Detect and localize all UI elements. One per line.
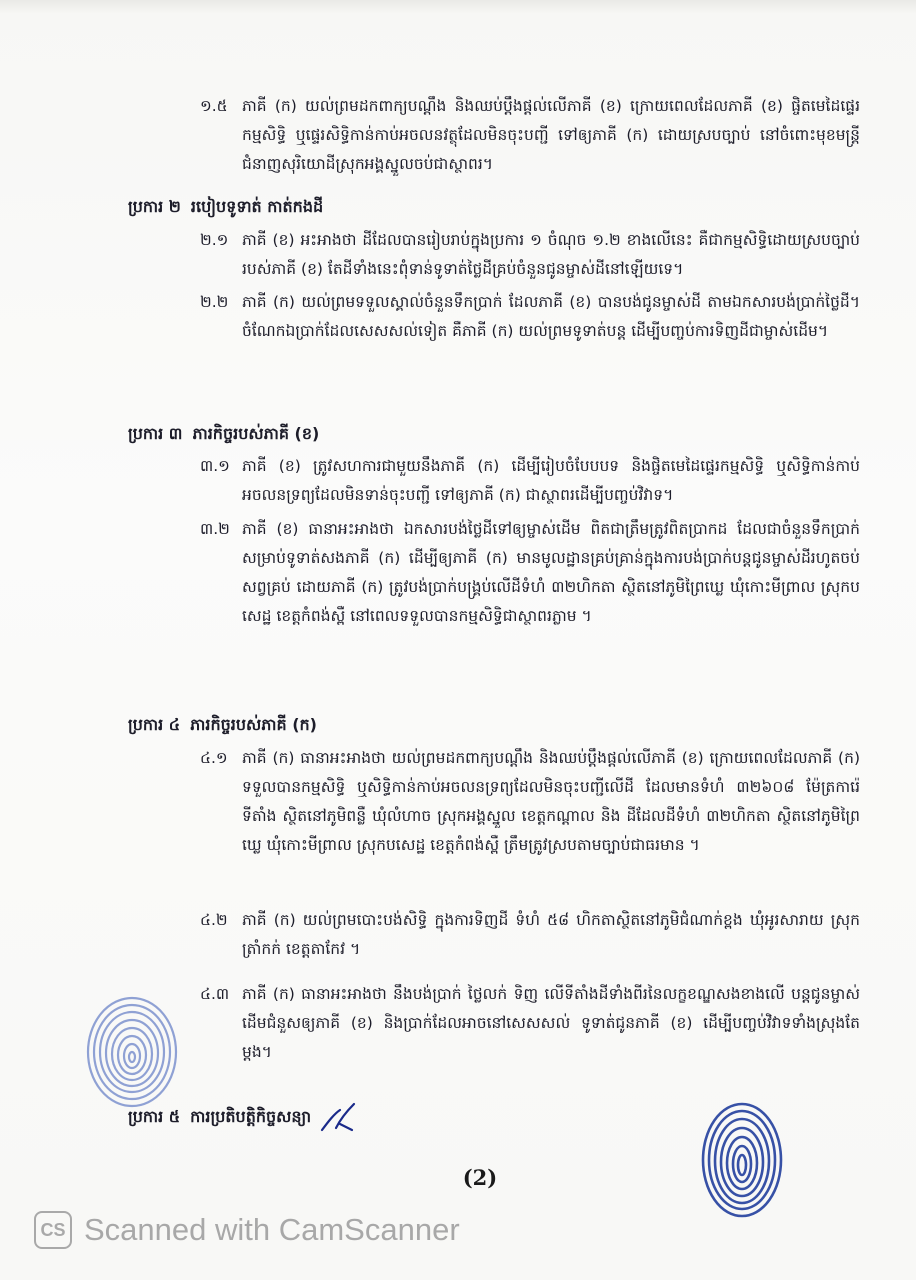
- signature-mark: [318, 1100, 364, 1140]
- section-title: របៀបទូទាត់ កាត់កងដី: [190, 197, 324, 216]
- clause-2-1: [200, 226, 860, 284]
- clause-number: ៣.១: [200, 457, 230, 475]
- clause-text: ភាគី (ក) យល់ព្រមទទួលស្គាល់ចំនួនទឹកប្រាក់ ដែលភាគី (ខ) បានបង់ជូនម្ចាស់ដី តាមឯកសារបង់ប្រាក់ថ្លៃដី។ ចំណែកឯប្រាក់ដែលសេសសល់ទៀត គឺភាគី (ក) យល់ព្រមទូទាត់បន្ត ដើម្បីបញ្ចប់ការទិញដីជាម្ចាស់ដើម។: [242, 293, 860, 340]
- clause-text: ភាគី (ខ) អះអាងថា ដីដែលបានរៀបរាប់ក្នុងប្រការ ១ ចំណុច ១.២ ខាងលើនេះ គឺជាកម្មសិទ្ធិដោយស្របច្បាប់របស់ភាគី (ខ) តែដីទាំងនេះពុំទាន់ទូទាត់ថ្លៃដីគ្រប់ចំនួនជូនម្ចាស់ដីនៅឡើយទេ។: [242, 231, 860, 278]
- clause-4-2: [200, 906, 860, 964]
- clause-4-1: [200, 744, 860, 860]
- clause-number: ៣.២: [200, 520, 230, 538]
- page-edge-shadow: [0, 0, 916, 14]
- fingerprint-icon: [82, 990, 182, 1110]
- clause-4-3: [200, 980, 860, 1067]
- fingerprint-icon: [700, 1100, 785, 1220]
- section-title: ភារកិច្ចរបស់ភាគី (ក): [190, 715, 317, 734]
- clause-text: ភាគី (ក) យល់ព្រមដកពាក្យបណ្តឹង និងឈប់ប្តឹងផ្តល់លើភាគី (ខ) ក្រោយពេលដែលភាគី (ខ) ផ្ចិតមេដៃផ្ទេរកម្មសិទ្ធិ ឬផ្ទេរសិទ្ធិកាន់កាប់អចលនវត្ថុដែលមិនចុះបញ្ជី ទៅឲ្យភាគី (ក) ដោយស្របច្បាប់ នៅចំពោះមុខមន្ត្រីជំនាញសុរិយោដីស្រុកអង្គស្នួលចប់ជាស្ថាពរ។: [242, 97, 860, 173]
- clause-text: ភាគី (ខ) ត្រូវសហការជាមួយនឹងភាគី (ក) ដើម្បីរៀបចំបែបបទ និងផ្ចិតមេដៃផ្ទេរកម្មសិទ្ធិ ឬសិទ្ធិកាន់កាប់អចលនទ្រព្យដែលមិនទាន់ចុះបញ្ជី ទៅឲ្យភាគី (ក) ជាស្ថាពរដើម្បីបញ្ចប់វិវាទ។: [242, 457, 860, 504]
- clause-1-5: [200, 92, 860, 179]
- clause-text: ភាគី (ក) ធានាអះអាងថា យល់ព្រមដកពាក្យបណ្តឹង និងឈប់ប្តឹងផ្តល់លើភាគី (ខ) ក្រោយពេលដែលភាគី (ក) ទទួលបានកម្មសិទ្ធិ ឬសិទ្ធិកាន់កាប់អចលនទ្រព្យដែលមិនចុះបញ្ជីលើដី ដែលមានទំហំ ៣២៦០៨ ម៉ែត្រការ៉េ ទីតាំង ស្ថិតនៅភូមិពន្លឺ ឃុំលំហាច ស្រុកអង្គស្នួល ខេត្តកណ្តាល និង ដីដែលដីទំហំ ៣២ហិកតា ស្ថិតនៅភូមិព្រៃឃ្លេ ឃុំកោះមីព្រាល ស្រុកបសេដ្ឋ ខេត្តកំពង់ស្ពឺ ត្រឹមត្រូវស្របតាមច្បាប់ជាធរមាន ។: [242, 749, 860, 854]
- section-number: ប្រការ ៥: [128, 1107, 181, 1126]
- clause-2-2: [200, 288, 860, 346]
- camscanner-logo-icon: CS: [34, 1211, 72, 1249]
- clause-number: ៤.១: [200, 749, 228, 767]
- clause-number: ២.២: [200, 293, 229, 311]
- clause-number: ២.១: [200, 231, 229, 249]
- clause-3-1: [200, 452, 860, 510]
- section-number: ប្រការ ៤: [128, 715, 181, 734]
- clause-text: ភាគី (ខ) ធានាអះអាងថា ឯកសារបង់ថ្លៃដីទៅឲ្យម្ចាស់ដើម ពិតជាត្រឹមត្រូវពិតប្រាកដ ដែលជាចំនួនទឹកប្រាក់សម្រាប់ទូទាត់សងភាគី (ក) ដើម្បីឲ្យភាគី (ក) មានមូលដ្ឋានគ្រប់គ្រាន់ក្នុងការបង់ប្រាក់បន្តជូនម្ចាស់ដីរហូតចប់សព្វគ្រប់ ដោយភាគី (ក) ត្រូវបង់ប្រាក់បង្គ្រប់លើដីទំហំ ៣២ហិកតា ស្ថិតនៅភូមិព្រៃឃ្លេ ឃុំកោះមីព្រាល ស្រុកបសេដ្ឋ ខេត្តកំពង់ស្ពឺ នៅពេលទទួលបានកម្មសិទ្ធិជាស្ថាពរភ្លាម ។: [242, 520, 860, 625]
- section-number: ប្រការ ២: [128, 197, 181, 216]
- clause-number: ៤.៣: [200, 985, 230, 1003]
- section-title: ការប្រតិបត្តិកិច្ចសន្យា: [190, 1107, 312, 1126]
- watermark-text: Scanned with CamScanner: [84, 1212, 460, 1247]
- section-title: ភារកិច្ចរបស់ភាគី (ខ): [192, 424, 320, 443]
- clause-text: ភាគី (ក) ធានាអះអាងថា នឹងបង់ប្រាក់ ថ្លៃលក់ ទិញ លើទីតាំងដីទាំងពីរនៃលក្ខខណ្ឌសងខាងលើ បន្តជូនម្ចាស់ដើមជំនួសឲ្យភាគី (ខ) និងប្រាក់ដែលអាចនៅសេសសល់ ទូទាត់ជូនភាគី (ខ) ដើម្បីបញ្ចប់វិវាទទាំងស្រុងតែម្តង។: [242, 985, 860, 1061]
- clause-number: ៤.២: [200, 911, 228, 929]
- section-4-heading: [128, 711, 828, 739]
- camscanner-watermark: [34, 1205, 554, 1255]
- clause-number: ១.៥: [200, 97, 228, 115]
- section-2-heading: [128, 193, 828, 221]
- clause-text: ភាគី (ក) យល់ព្រមបោះបង់សិទ្ធិ ក្នុងការទិញដី ទំហំ ៥៨ ហិកតាស្ថិតនៅភូមិជំណាក់ខ្ពង ឃុំអូរសារាយ ស្រុកត្រាំកក់ ខេត្តតាកែវ ។: [242, 911, 860, 958]
- section-3-heading: [128, 420, 828, 448]
- clause-3-2: [200, 515, 860, 631]
- page-number: (2): [462, 1165, 498, 1190]
- section-number: ប្រការ ៣: [128, 424, 183, 443]
